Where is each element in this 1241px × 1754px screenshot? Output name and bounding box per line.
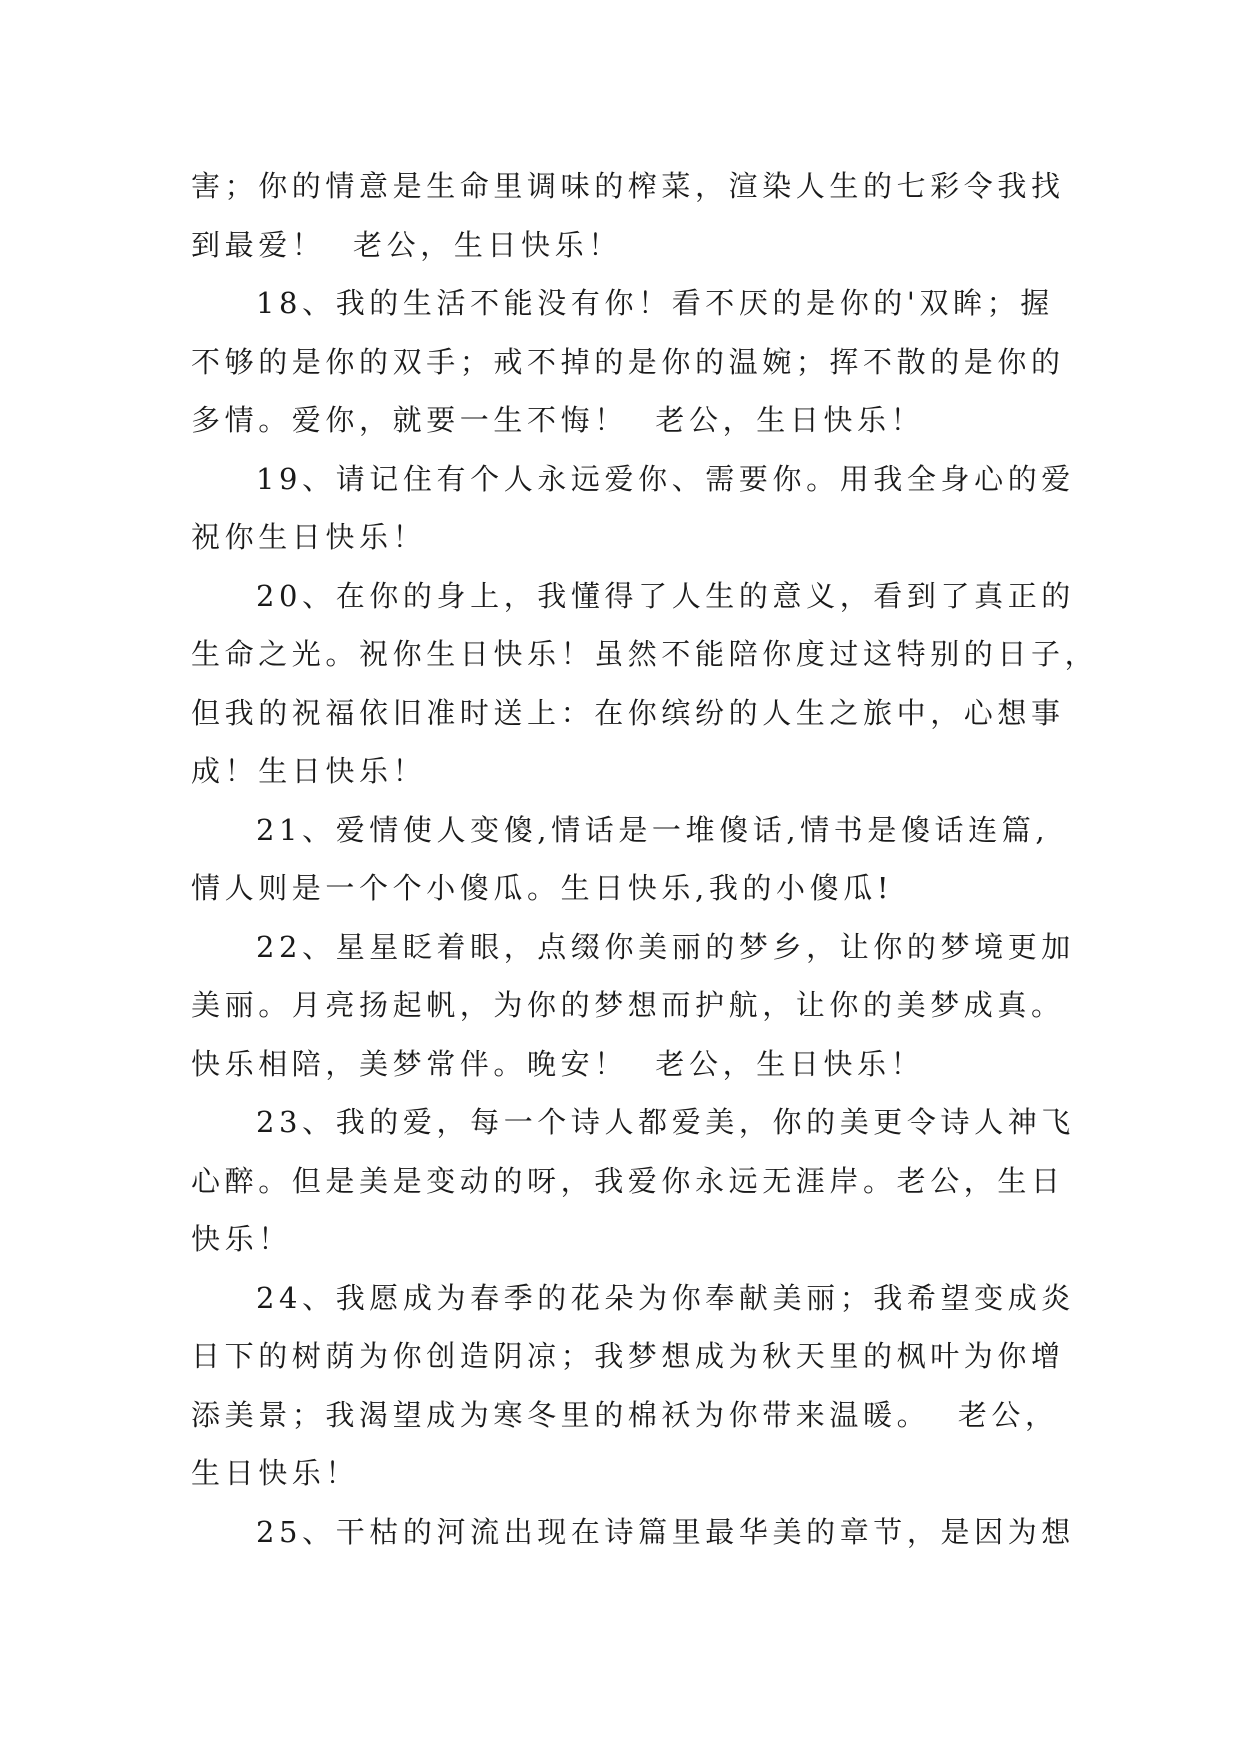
text-line: 心醉。但是美是变动的呀，我爱你永远无涯岸。老公，生日: [191, 1163, 1065, 1198]
text-line: 25、干枯的河流出现在诗篇里最华美的章节，是因为想: [256, 1514, 1075, 1549]
paragraph-24: [191, 1269, 1075, 1503]
paragraph-23: [191, 1093, 1075, 1269]
text-line: 18、我的生活不能没有你！看不厌的是你的'双眸；握: [256, 286, 1054, 320]
text-line: 生命之光。祝你生日快乐！虽然不能陪你度过这特别的日子，: [191, 637, 1099, 671]
text-line: 添美景；我渴望成为寒冬里的棉袄为你带来温暖。 老公，: [191, 1397, 1059, 1432]
paragraph-21: [191, 801, 1051, 918]
text-line: 害；你的情意是生命里调味的榨菜，渲染人生的七彩令我找: [191, 169, 1065, 203]
text-line: 22、星星眨着眼，点缀你美丽的梦乡，让你的梦境更加: [256, 929, 1075, 964]
paragraph-25: [191, 1503, 1075, 1562]
text-line: 成！生日快乐！: [191, 754, 427, 788]
text-line: 快乐！: [191, 1222, 292, 1256]
paragraph-17-continuation: [191, 157, 1065, 274]
text-line: 23、我的爱，每一个诗人都爱美，你的美更令诗人神飞: [256, 1105, 1075, 1139]
text-line: 情人则是一个个小傻瓜。生日快乐,我的小傻瓜!: [191, 871, 894, 905]
text-line: 20、在你的身上，我懂得了人生的意义，看到了真正的: [256, 578, 1075, 613]
text-line: 快乐相陪，美梦常伴。晚安！ 老公，生日快乐！: [191, 1046, 925, 1081]
paragraph-18: [191, 274, 1065, 450]
text-line: 美丽。月亮扬起帆，为你的梦想而护航，让你的美梦成真。: [191, 988, 1065, 1022]
text-line: 但我的祝福依旧准时送上：在你缤纷的人生之旅中，心想事: [191, 695, 1065, 730]
text-line: 日下的树荫为你创造阴凉；我梦想成为秋天里的枫叶为你增: [191, 1339, 1065, 1373]
text-line: 多情。爱你，就要一生不悔！ 老公，生日快乐！: [191, 403, 925, 437]
text-line: 不够的是你的双手；戒不掉的是你的温婉；挥不散的是你的: [191, 344, 1065, 379]
document-body: [191, 157, 1099, 1561]
text-line: 祝你生日快乐！: [191, 520, 427, 554]
text-line: 19、请记住有个人永远爱你、需要你。用我全身心的爱: [256, 461, 1075, 496]
paragraph-19: [191, 450, 1075, 567]
text-line: 到最爱！ 老公，生日快乐！: [191, 227, 622, 262]
paragraph-20: [191, 567, 1099, 801]
text-line: 21、爱情使人变傻,情话是一堆傻话,情书是傻话连篇,: [256, 812, 1050, 847]
text-line: 24、我愿成为春季的花朵为你奉献美丽；我希望变成炎: [256, 1280, 1075, 1315]
text-line: 生日快乐！: [191, 1456, 360, 1490]
paragraph-22: [191, 918, 1075, 1094]
